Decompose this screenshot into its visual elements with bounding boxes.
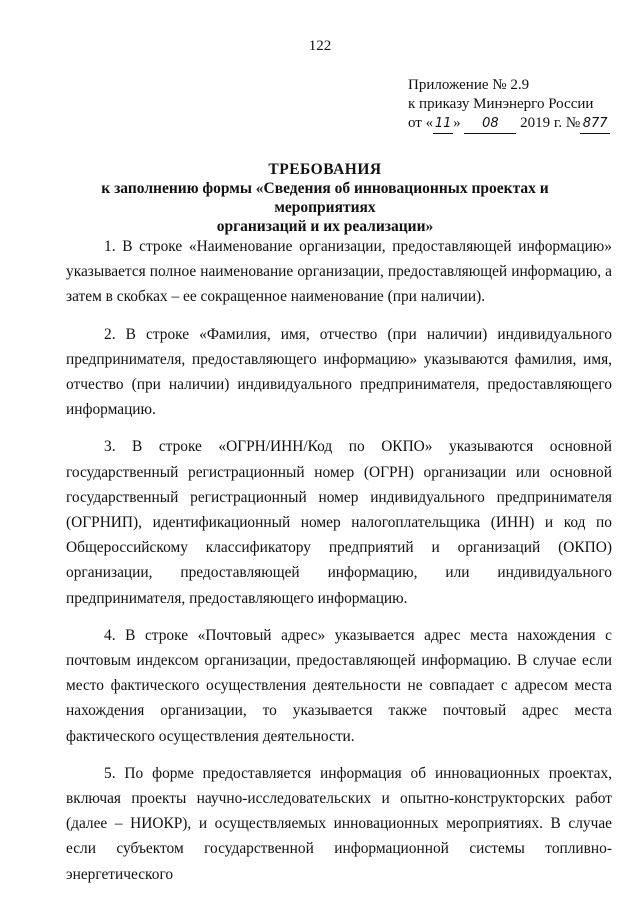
date-month: 08 [464,114,516,134]
date-prefix: от « [408,115,434,131]
date-mid: » [453,115,461,131]
page-number: 122 [308,38,332,54]
document-title [60,160,590,236]
paragraph-1: 1. В строке «Наименование организации, предоставляющей информацию» указывается полное наименование организации, предоставляющей информацию, а затем в скобках – ее сокращенное наименование (при наличии). [66,238,612,306]
appendix-header [408,76,610,134]
appendix-line-1: Приложение № 2.9 [408,77,530,93]
date-day: 11 [433,114,453,134]
order-number: 877 [580,114,610,134]
appendix-date-line [408,114,610,134]
appendix-line-2: к приказу Минэнерго России [408,96,594,112]
paragraph-4: 4. В строке «Почтовый адрес» указывается адрес места нахождения с почтовым индексом организации, предоставляющей информацию. В случае если место фактического осуществления деятельности не совпадает с адресом места нахождения организации, то указывается также почтовый адрес места фактического осуществления деятельности. [66,626,612,745]
paragraph-5: 5. По форме предоставляется информация об инновационных проектах, включая проекты научно-исследовательских и опытно-конструкторских работ (далее – НИОКР), и осуществляемых инновационных мероприятиях. В случае если субъектом государственной информационной системы топливно-энергетического [66,764,612,883]
paragraph-2: 2. В строке «Фамилия, имя, отчество (при наличии) индивидуального предпринимателя, предоставляющего информацию» указываются фамилия, имя, отчество (при наличии) индивидуального предпринимателя, предоставляющего информацию. [66,325,612,419]
document-body [66,234,612,887]
paragraph-3: 3. В строке «ОГРН/ИНН/Код по ОКПО» указываются основной государственный регистрационный номер (ОГРН) организации или основной государственный регистрационный номер индивидуального предпринимателя (ОГРНИП), идентификационный номер налогоплательщика (ИНН) и код по Общероссийскому классификатору предприятий и организаций (ОКПО) организации, предоставляющей информацию, или индивидуального предпринимателя, предоставляющего информацию. [66,438,612,607]
title-main: ТРЕБОВАНИЯ [268,161,382,178]
title-sub-line-2: организаций и их реализации» [216,218,434,235]
title-sub-line-1: к заполнению формы «Сведения об инновационных проектах и мероприятиях [101,180,549,216]
date-year: 2019 г. № [520,115,581,131]
